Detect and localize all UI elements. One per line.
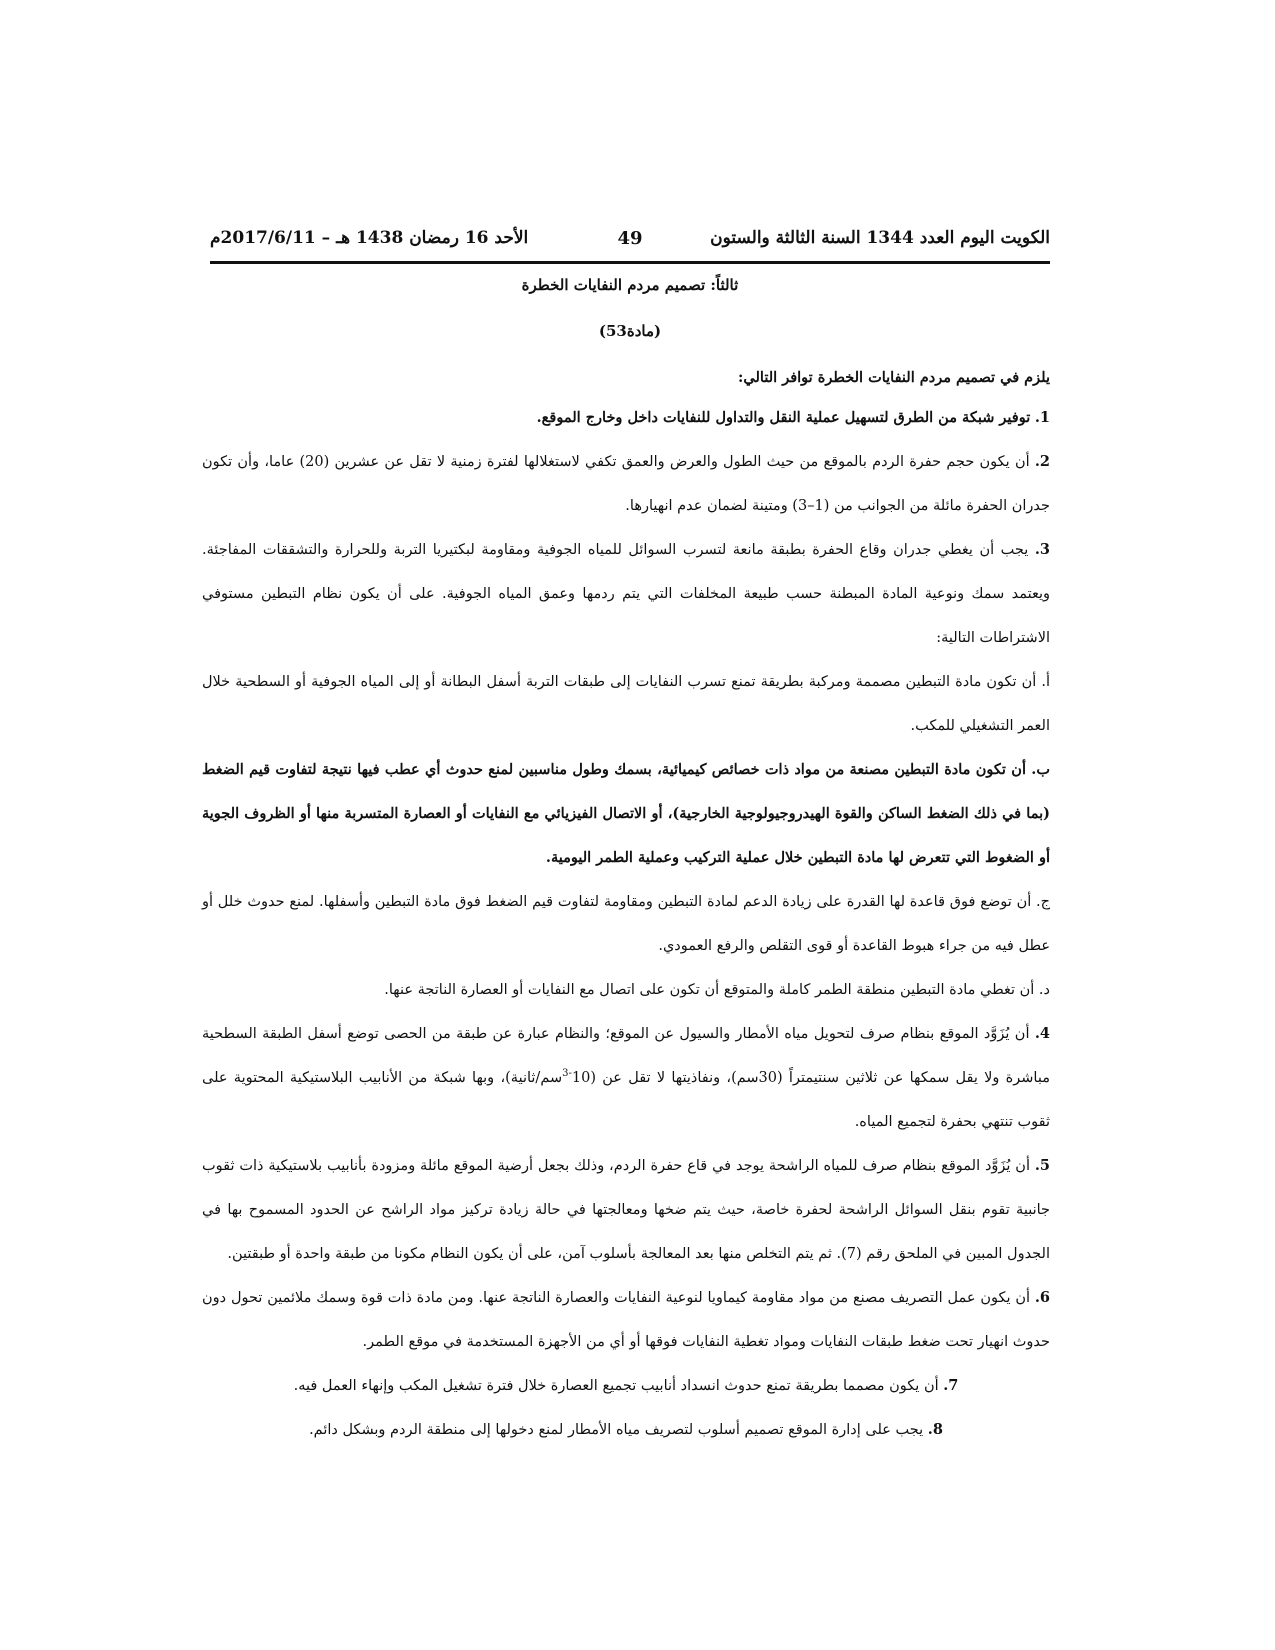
list-item-1 (202, 396, 1050, 440)
item-text: أن يكون عمل التصريف مصنع من مواد مقاومة كيماويا لنوعية النفايات والعصارة الناتجة عنها. ومن مادة ذات قوة وسمك ملائمين تحول دون حدوث انهيار تحت ضغط طبقات النفايات ومواد تغطية النفايات فوقها أو أي من الأجهزة المستخدمة في موقع الطمر. (202, 1290, 1050, 1350)
list-item-6 (202, 1276, 1050, 1364)
item-text-part1: أن يُزَوَّد الموقع بنظام صرف لتحويل مياه الأمطار والسيول عن الموقع؛ والنظام عبارة عن طبقة من الحصى توضع أسفل الطبقة السطحية مباشرة ولا يقل سمكها عن ثلاثين سنتيمتراً (30سم)، ونفاذيتها لا تقل عن (10 (202, 1026, 1050, 1086)
item-text: يجب على إدارة الموقع تصميم أسلوب لتصريف مياه الأمطار لمنع دخولها إلى منطقة الردم وبشكل دائم. (309, 1422, 924, 1438)
item-text: يجب أن يغطي جدران وقاع الحفرة بطبقة مانعة لتسرب السوائل للمياه الجوفية ومقاومة لبكتيريا التربة وللحرارة والتشققات المفاجئة. ويعتمد سمك ونوعية المادة المبطنة حسب طبيعة المخلفات التي يتم ردمها وعمق المياه الجوفية. على أن يكون نظام التبطين مستوفي الاشتراطات التالية: (202, 542, 1050, 646)
article-number: (مادة53) (598, 322, 662, 340)
header-rule (210, 261, 1050, 264)
item-number: 6. (1034, 1289, 1051, 1306)
list-item-8 (202, 1408, 1050, 1452)
item-text: أن يكون حجم حفرة الردم بالموقع من حيث الطول والعرض والعمق تكفي لاستغلالها لفترة زمنية لا تقل عن عشرين (20) عاما، وأن تكون جدران الحفرة مائلة من الجوانب من (1–3) ومتينة لضمان عدم انهيارها. (202, 454, 1050, 514)
header-date: الأحد 16 رمضان 1438 هـ – 2017/6/11م (210, 228, 529, 248)
sub-item-c: ج. أن توضع فوق قاعدة لها القدرة على زيادة الدعم لمادة التبطين ومقاومة لتفاوت قيم الضغط فوق مادة التبطين وأسفلها. لمنع حدوث خلل أو عطل فيه من جراء هبوط القاعدة أو قوى التقلص والرفع العمودي. (202, 894, 1050, 954)
item-text: أن يكون مصمما بطريقة تمنع حدوث انسداد أنابيب تجميع العصارة خلال فترة تشغيل المكب وإنهاء العمل فيه. (293, 1378, 939, 1394)
item-number: 5. (1034, 1157, 1050, 1174)
list-item-4 (202, 1012, 1050, 1144)
sub-item-b: ب. أن تكون مادة التبطين مصنعة من مواد ذات خصائص كيميائية، بسمك وطول مناسبين لمنع حدوث أي عطب فيها نتيجة لتفاوت قيم الضغط (بما في ذلك الضغط الساكن والقوة الهيدروجيولوجية الخارجية)، أو الاتصال الفيزيائي مع النفايات أو العصارة المتسربة منها أو الظروف الجوية أو الضغوط التي تتعرض لها مادة التبطين خلال عملية التركيب وعملية الطمر اليومية. (202, 761, 1050, 866)
item-number: 8. (927, 1421, 943, 1438)
item-number: 4. (1034, 1025, 1051, 1042)
list-item-2 (202, 440, 1050, 528)
sub-item-a: أ. أن تكون مادة التبطين مصممة ومركبة بطريقة تمنع تسرب النفايات إلى طبقات التربة أسفل البطانة أو إلى المياه الجوفية أو السطحية خلال العمر التشغيلي للمكب. (202, 674, 1051, 734)
header-publication: الكويت اليوم العدد 1344 السنة الثالثة والستون (710, 228, 1050, 248)
intro-paragraph: يلزم في تصميم مردم النفايات الخطرة توافر التالي: (738, 369, 1050, 386)
list-item-3 (202, 528, 1050, 660)
section-title: ثالثاً: تصميم مردم النفايات الخطرة (521, 276, 739, 294)
exponent: -3 (562, 1068, 572, 1080)
page-header (210, 228, 1050, 254)
item-text: أن يُزَوَّد الموقع بنظام صرف للمياه الراشحة يوجد في قاع حفرة الردم، وذلك بجعل أرضية الموقع مائلة ومزودة بأنابيب بلاستيكية ذات ثقوب جانبية تقوم بنقل السوائل الراشحة لحفرة خاصة، حيث يتم ضخها ومعالجتها في حالة زيادة تركيز مواد الراشح عن الحدود المسموح بها في الجدول المبين في الملحق رقم (7). ثم يتم التخلص منها بعد المعالجة بأسلوب آمن، على أن يكون النظام مكونا من طبقة واحدة أو طبقتين. (202, 1158, 1050, 1262)
item-number: 1. (1034, 409, 1050, 426)
item-number: 3. (1034, 541, 1050, 558)
document-body (202, 360, 1050, 1452)
sub-item-d: د. أن تغطي مادة التبطين منطقة الطمر كاملة والمتوقع أن تكون على اتصال مع النفايات أو العصارة الناتجة عنها. (384, 982, 1050, 998)
page-number: 49 (617, 228, 643, 249)
list-item-5 (202, 1144, 1050, 1276)
item-number: 7. (943, 1377, 959, 1394)
item-text-part2: سم/ثانية)، وبها شبكة من الأنابيب البلاستيكية المحتوية على ثقوب تنتهي بحفرة لتجميع المياه. (202, 1070, 1050, 1130)
item-number: 2. (1034, 453, 1051, 470)
item-text: توفير شبكة من الطرق لتسهيل عملية النقل والتداول للنفايات داخل وخارج الموقع. (536, 409, 1031, 426)
list-item-7 (202, 1364, 1050, 1408)
